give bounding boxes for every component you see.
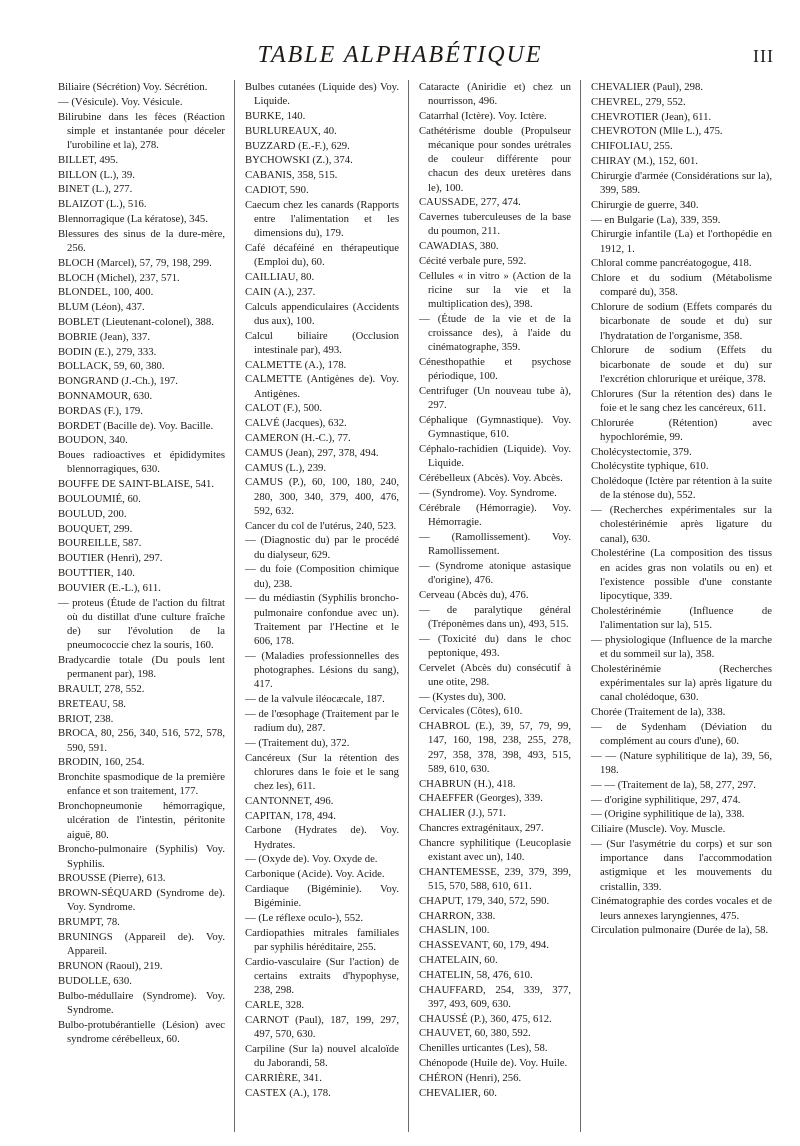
index-entry: Chorée (Traitement de la), 338.	[591, 705, 726, 718]
index-entry: CALMETTE (Antigènes de). Voy. Antigènes.	[245, 373, 399, 400]
index-entry: Cavernes tuberculeuses de la base du poumon, 211.	[419, 211, 571, 238]
index-entry: Cholestérinémie (Influence de l'alimentation sur la), 515.	[591, 604, 772, 631]
index-entry: — (Étude de la vie et de la croissance des), à l'aide du cinématographe, 359.	[419, 313, 571, 354]
index-entry: Broncho-pulmonaire (Syphilis) Voy. Syphilis.	[58, 843, 225, 870]
index-entry: CHEVROTON (Mlle L.), 475.	[591, 125, 723, 138]
index-entry: Carbonique (Acide). Voy. Acide.	[245, 868, 385, 881]
index-entry: — en Bulgarie (La), 339, 359.	[591, 213, 721, 226]
index-entry: Carpiline (Sur la) nouvel alcaloïde du Jaborandi, 58.	[245, 1042, 399, 1069]
index-entry: CHATELAIN, 60.	[419, 953, 498, 966]
index-entry: BOUVIER (E.-L.), 611.	[58, 581, 161, 594]
index-entry: Cataracte (Aniridie et) chez un nourrisson, 496.	[419, 81, 571, 108]
index-entry: Chirurgie d'armée (Considérations sur la), 399, 589.	[591, 169, 772, 196]
index-entry: CHAEFFER (Georges), 339.	[419, 792, 543, 805]
index-entry: Cancéreux (Sur la rétention des chlorures dans le foie et le sang chez les), 611.	[245, 751, 399, 792]
index-entry: CHALIER (J.), 571.	[419, 807, 506, 820]
index-entry: Céphalo-rachidien (Liquide). Voy. Liquide.	[419, 443, 571, 470]
index-entry: Chlorures (Sur la rétention des) dans le foie et le sang chez les cancéreux, 611.	[591, 387, 772, 414]
index-entry: CARLE, 328.	[245, 998, 305, 1011]
index-entry: — (Oxyde de). Voy. Oxyde de.	[245, 853, 378, 866]
index-entry: CHÉRON (Henri), 256.	[419, 1071, 522, 1084]
index-entry: BRUNINGS (Appareil de). Voy. Appareil.	[58, 930, 225, 958]
index-entry: CHASLIN, 100.	[419, 924, 490, 937]
page-number: III	[753, 46, 774, 66]
index-entry: BLOCH (Michel), 237, 571.	[58, 271, 180, 284]
index-entry: CAPITAN, 178, 494.	[245, 809, 336, 822]
index-entry: Blessures des sinus de la dure-mère, 256.	[58, 227, 225, 254]
index-entry: — (Sur l'asymétrie du corps) et sur son importance dans l'accommodation astigmique et les mouvements du cristallin, 339.	[591, 837, 772, 893]
index-entry: — du médiastin (Syphilis broncho-pulmonaire confondue avec un). Traitement par l'Hectine et le 606, 178.	[245, 592, 399, 647]
index-entry: — (Traitement du), 372.	[245, 736, 350, 749]
index-entry: BILLET, 495.	[58, 153, 119, 166]
index-entry: Cardiaque (Bigéminie). Voy. Bigéminie.	[245, 882, 399, 910]
index-entry: Chlorure de sodium (Effets comparés du bicarbonate de soude et du) sur l'hydratation de l'organisme, 358.	[591, 301, 772, 342]
index-entry: CAMUS (L.), 239.	[245, 461, 327, 474]
index-entry: Biliaire (Sécrétion) Voy. Sécrétion.	[58, 81, 208, 93]
index-entry: BRETEAU, 58.	[58, 697, 126, 710]
index-entry: — de l'œsophage (Traitement par le radium du), 287.	[245, 707, 399, 734]
index-entry: BONNAMOUR, 630.	[58, 389, 153, 402]
index-entry: BRUNON (Raoul), 219.	[58, 959, 163, 972]
index-entry: Chirurgie de guerre, 340.	[591, 198, 699, 211]
index-entry: CANTONNET, 496.	[245, 794, 334, 807]
index-entry: CAMERON (H.-C.), 77.	[245, 431, 351, 444]
index-entry: BOUTTIER, 140.	[58, 566, 135, 579]
index-entry: BURLUREAUX, 40.	[245, 124, 337, 137]
index-entry: Chenilles urticantes (Les), 58.	[419, 1042, 548, 1055]
index-entry: BINET (L.), 277.	[58, 183, 133, 196]
index-entry: CAIN (A.), 237.	[245, 285, 316, 298]
index-entry: Bulbes cutanées (Liquide des) Voy. Liquide.	[245, 81, 399, 108]
index-entry: Cécité verbale pure, 592.	[419, 255, 527, 267]
index-entry: Cathétérisme double (Propulseur mécanique pour sondes urétrales de couleur différente pour chacun des deux uretères dans le), 100.	[419, 124, 571, 194]
index-entry: — — (Traitement de la), 58, 277, 297.	[591, 778, 756, 791]
index-entry: Cervicales (Côtes), 610.	[419, 705, 523, 718]
index-entry: Cholécystectomie, 379.	[591, 445, 692, 458]
index-entry: — (Diagnostic du) par le procédé du dialyseur, 629.	[245, 534, 399, 561]
index-entry: CAMUS (P.), 60, 100, 180, 240, 280, 300, 340, 379, 400, 476, 592, 632.	[245, 476, 399, 517]
index-entry: BOULUD, 200.	[58, 507, 127, 520]
index-entry: Chlorure de sodium (Effets du bicarbonate de soude et du) sur l'excrétion chlorurique et uréique, 378.	[591, 344, 772, 385]
index-entry: Chénopode (Huile de). Voy. Huile.	[419, 1056, 568, 1069]
index-entry: Cellules « in vitro » (Action de la ricine sur la vie et la multiplication des), 398.	[419, 269, 571, 311]
index-entry: CARRIÈRE, 341.	[245, 1071, 322, 1084]
index-entry: Cholestérine (La composition des tissus en acides gras non volatils ou en) et l'existence possible d'une constante lipocytique, 339.	[591, 547, 772, 602]
index-entry: — de Sydenham (Déviation du complément au cours d'une), 60.	[591, 720, 772, 747]
page-header	[0, 38, 800, 78]
index-entry: Café décaféiné en thérapeutique (Emploi du), 60.	[245, 241, 399, 269]
index-entry: — (Origine syphilitique de la), 338.	[591, 808, 745, 821]
index-entry: Cervelet (Abcès du) consécutif à une otite, 298.	[419, 661, 571, 688]
index-entry: CHEVREL, 279, 552.	[591, 95, 686, 108]
index-entry: Chancre syphilitique (Leucoplasie existant avec un), 140.	[419, 836, 571, 863]
index-entry: CALVÉ (Jacques), 632.	[245, 417, 347, 430]
index-entry: — (Syndrome atonique astasique d'origine), 476.	[419, 559, 571, 586]
index-entry: BLUM (Léon), 437.	[58, 301, 145, 314]
index-entry: Chirurgie infantile (La) et l'orthopédie en 1912, 1.	[591, 228, 772, 255]
index-entry: — (Maladies professionnelles des photographes. Lésions du sang), 417.	[245, 649, 399, 691]
index-entry: BROWN-SÉQUARD (Syndrome de). Voy. Syndrome.	[58, 887, 225, 914]
index-entry: Cholestérinémie (Recherches expérimentales sur la) après ligature du canal cholédoque, 630.	[591, 662, 772, 704]
index-entry: BODIN (E.), 279, 333.	[58, 345, 157, 358]
index-entry: BORDET (Bacille de). Voy. Bacille.	[58, 419, 214, 432]
index-entry: Cinématographie des cordes vocales et de leurs annexes laryngiennes, 475.	[591, 895, 772, 922]
index-entry: CHEVROTIER (Jean), 611.	[591, 110, 712, 123]
index-entry: BRIOT, 238.	[58, 712, 114, 725]
index-entry: — (Vésicule). Voy. Vésicule.	[58, 95, 183, 108]
index-entry: CAUSSADE, 277, 474.	[419, 196, 521, 209]
index-entry: — du foie (Composition chimique du), 238.	[245, 563, 399, 590]
index-entry: BYCHOWSKI (Z.), 374.	[245, 154, 353, 167]
index-entry: Cérébelleux (Abcès). Voy. Abcès.	[419, 472, 563, 485]
index-entry: BUDOLLE, 630.	[58, 974, 132, 987]
index-entry: CAILLIAU, 80.	[245, 270, 315, 283]
index-entry: BRODIN, 160, 254.	[58, 756, 145, 769]
index-entry: BLONDEL, 100, 400.	[58, 286, 154, 299]
index-entry: CHARRON, 338.	[419, 909, 496, 922]
index-entry: — (Kystes du), 300.	[419, 690, 506, 703]
index-entry: CABANIS, 358, 515.	[245, 169, 338, 182]
index-entry: Catarrhal (Ictère). Voy. Ictère.	[419, 110, 547, 122]
index-entry: Bulbo-protubérantielle (Lésion) avec syndrome cérébelleux, 60.	[58, 1018, 225, 1045]
index-entry: Chlorurée (Rétention) avec hypochlorémie, 99.	[591, 416, 772, 443]
index-entry: BOUQUET, 299.	[58, 522, 133, 535]
index-entry: CHABROL (E.), 39, 57, 79, 99, 147, 160, 198, 238, 255, 278, 297, 358, 378, 398, 493, 515, 589, 610, 630.	[419, 720, 571, 775]
index-entry: — (Toxicité du) dans le choc peptonique, 493.	[419, 632, 571, 659]
index-entry: Cénesthopathie et psychose périodique, 100.	[419, 356, 571, 383]
index-entry: — d'origine syphilitique, 297, 474.	[591, 793, 741, 806]
index-entry: CHABRUN (H.), 418.	[419, 777, 516, 790]
index-entry: BURKE, 140.	[245, 110, 306, 122]
index-entry: Bronchite spasmodique de la première enfance et son traitement, 177.	[58, 771, 225, 798]
running-title: TABLE ALPHABÉTIQUE	[257, 42, 543, 68]
index-entry: Calculs appendiculaires (Accidents dus aux), 100.	[245, 300, 399, 327]
index-entry: CADIOT, 590.	[245, 183, 309, 196]
index-entry: BLOCH (Marcel), 57, 79, 198, 299.	[58, 256, 212, 269]
index-entry: BILLON (L.), 39.	[58, 168, 135, 181]
index-entry: BOULOUMIÉ, 60.	[58, 492, 141, 505]
index-entry: CAMUS (Jean), 297, 378, 494.	[245, 446, 379, 459]
index-column-3	[408, 80, 580, 1132]
index-entry: Bronchopneumonie hémorragique, ulcération de l'intestin, péritonite aiguë, 80.	[58, 800, 225, 841]
index-entry: CHATELIN, 58, 476, 610.	[419, 968, 533, 981]
index-entry: Centrifuger (Un nouveau tube à), 297.	[419, 385, 571, 412]
index-entry: Cardiopathies mitrales familiales par syphilis héréditaire, 255.	[245, 926, 399, 953]
index-entry: Bilirubine dans les fèces (Réaction simple et instantanée pour déceler l'urobiline et la), 278.	[58, 110, 225, 151]
index-entry: BOUDON, 340.	[58, 434, 128, 447]
index-entry: Chloral comme pancréatogogue, 418.	[591, 257, 752, 270]
index-entry: BOLLACK, 59, 60, 380.	[58, 360, 165, 373]
index-entry: CHIFOLIAU, 255.	[591, 140, 673, 153]
index-entry: Cérébrale (Hémorragie). Voy. Hémorragie.	[419, 501, 571, 528]
index-column-1	[58, 80, 234, 1132]
index-entry: CHAPUT, 179, 340, 572, 590.	[419, 894, 550, 907]
index-entry: CHAUVET, 60, 380, 592.	[419, 1027, 531, 1040]
index-entry: CHIRAY (M.), 152, 601.	[591, 154, 698, 167]
index-entry: BROUSSE (Pierre), 613.	[58, 872, 166, 885]
index-entry: Cardio-vasculaire (Sur l'action) de certains extraits d'hypophyse, 238, 298.	[245, 955, 399, 997]
index-entry: BRUMPT, 78.	[58, 916, 120, 929]
index-entry: Calcul biliaire (Occlusion intestinale par), 493.	[245, 329, 399, 356]
index-entry: CHEVALIER, 60.	[419, 1086, 497, 1099]
index-entry: Circulation pulmonaire (Durée de la), 58.	[591, 924, 769, 937]
index-entry: Céphalique (Gymnastique). Voy. Gymnastique, 610.	[419, 414, 571, 441]
index-entry: BOUFFE DE SAINT-BLAISE, 541.	[58, 478, 215, 491]
index-entry: BOUTIER (Henri), 297.	[58, 552, 163, 565]
index-entry: CALOT (F.), 500.	[245, 402, 323, 415]
index-entry: — proteus (Étude de l'action du filtrat où du distillat d'une culture fraîche de) sur l'évolution de la pneumococcie chez la souris, 160.	[58, 596, 225, 652]
index-entry: Ciliaire (Muscle). Voy. Muscle.	[591, 823, 726, 836]
index-entry: Cholédoque (Ictère par rétention à la suite de la sténose du), 552.	[591, 475, 772, 502]
index-entry: — de paralytique général (Tréponèmes dans un), 493, 515.	[419, 603, 571, 630]
index-entry: Blennorragique (La kératose), 345.	[58, 212, 208, 225]
index-entry: Bulbo-médullaire (Syndrome). Voy. Syndrome.	[58, 989, 225, 1016]
index-entry: Cancer du col de l'utérus, 240, 523.	[245, 519, 397, 532]
index-entry: — (Le réflexe oculo-), 552.	[245, 911, 364, 924]
index-entry: — — (Nature syphilitique de la), 39, 56, 198.	[591, 749, 772, 776]
index-entry: BROCA, 80, 256, 340, 516, 572, 578, 590, 591.	[58, 727, 225, 754]
index-entry: CALMETTE (A.), 178.	[245, 358, 347, 371]
index-entry: Boues radioactives et épididymites blennorragiques, 630.	[58, 449, 225, 476]
index-entry: BONGRAND (J.-Ch.), 197.	[58, 375, 178, 388]
index-entry: Cholécystite typhique, 610.	[591, 460, 709, 473]
index-entry: Bradycardie totale (Du pouls lent permanent par), 198.	[58, 653, 225, 681]
index-entry: BOBLET (Lieutenant-colonel), 388.	[58, 315, 214, 328]
index-entry: CHAUSSÉ (P.), 360, 475, 612.	[419, 1012, 552, 1025]
index-entry: BRAULT, 278, 552.	[58, 682, 145, 695]
index-entry: — (Ramollissement). Voy. Ramollissement.	[419, 530, 571, 557]
index-entry: CHAUFFARD, 254, 339, 377, 397, 493, 609, 630.	[419, 983, 571, 1010]
index-column-2	[234, 80, 408, 1132]
index-entry: CAWADIAS, 380.	[419, 240, 499, 253]
index-entry: CHANTEMESSE, 239, 379, 399, 515, 570, 588, 610, 611.	[419, 865, 571, 892]
index-entry: — (Syndrome). Voy. Syndrome.	[419, 487, 557, 499]
index-entry: CHASSEVANT, 60, 179, 494.	[419, 939, 549, 952]
index-column-4	[580, 80, 776, 1132]
index-entry: CASTEX (A.), 178.	[245, 1086, 331, 1099]
index-entry: BOBRIE (Jean), 337.	[58, 330, 151, 343]
index-entry: Caecum chez les canards (Rapports entre l'alimentation et les dimensions du), 179.	[245, 198, 399, 240]
index-entry: BORDAS (F.), 179.	[58, 404, 143, 417]
index-columns	[58, 80, 776, 1132]
index-entry: CARNOT (Paul), 187, 199, 297, 497, 570, 630.	[245, 1013, 399, 1040]
index-entry: BLAIZOT (L.), 516.	[58, 198, 147, 211]
index-entry: Cerveau (Abcès du), 476.	[419, 588, 529, 601]
index-entry: Chancres extragénitaux, 297.	[419, 821, 544, 834]
index-entry: BOUREILLE, 587.	[58, 537, 142, 550]
index-entry: — physiologique (Influence de la marche et du sommeil sur la), 358.	[591, 633, 772, 660]
index-entry: Carbone (Hydrates de). Voy. Hydrates.	[245, 824, 399, 851]
index-entry: — de la valvule iléocæcale, 187.	[245, 692, 385, 705]
index-entry: CHEVALIER (Paul), 298.	[591, 81, 704, 93]
index-entry: BUZZARD (E.-F.), 629.	[245, 139, 350, 152]
index-entry: Chlore et du sodium (Métabolisme comparé du), 358.	[591, 272, 772, 299]
index-entry: — (Recherches expérimentales sur la cholestérinémie après ligature du canal), 630.	[591, 504, 772, 545]
